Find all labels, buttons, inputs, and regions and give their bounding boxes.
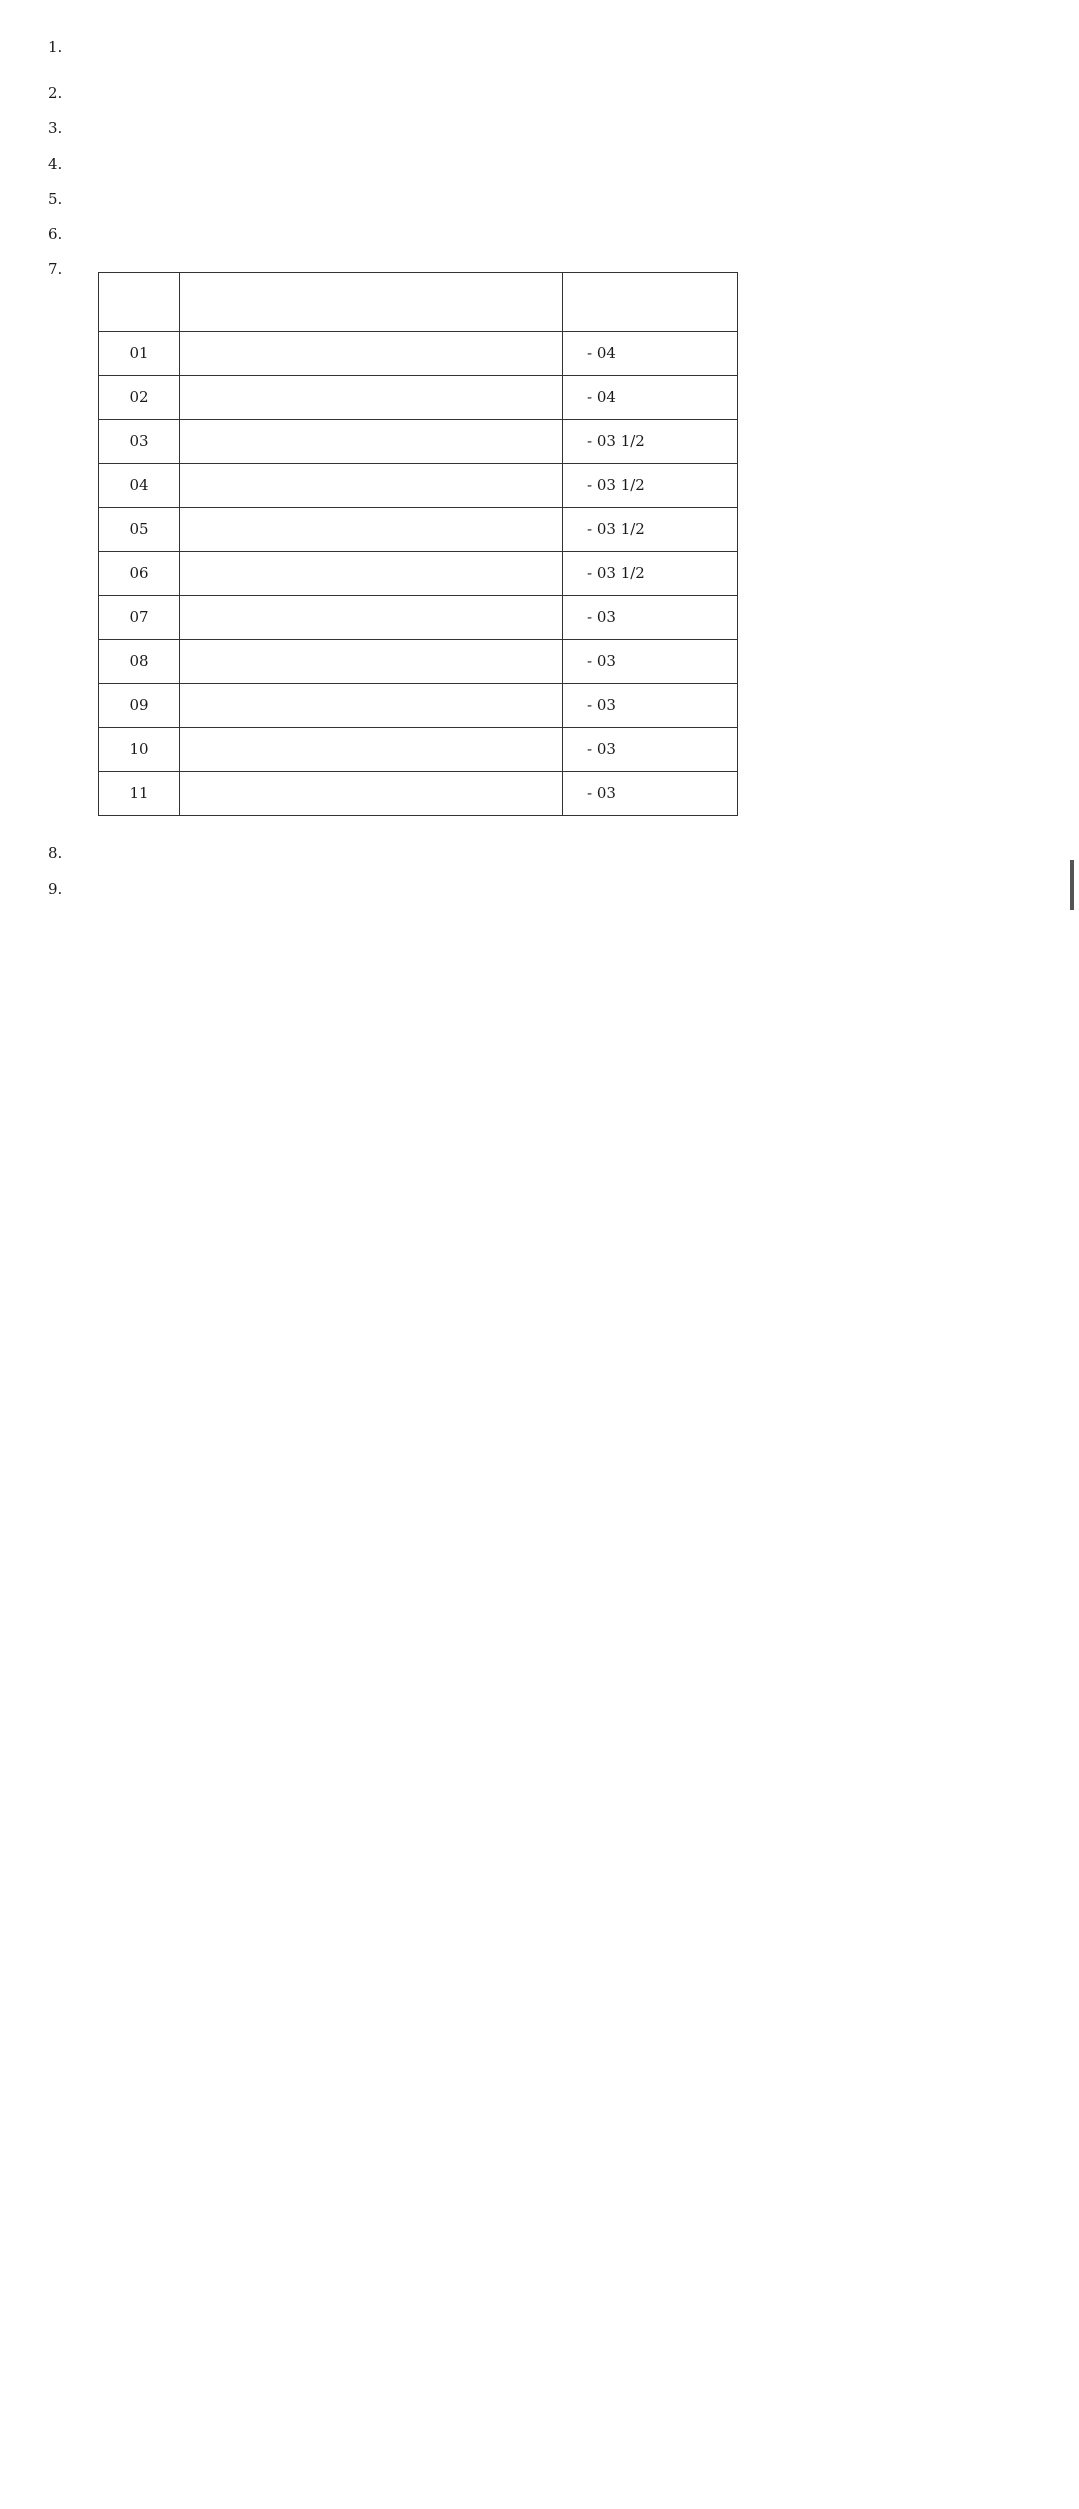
section-3: [48, 117, 1019, 140]
table-row: [99, 464, 738, 508]
course-name: [180, 376, 563, 420]
section-8: [48, 842, 1019, 865]
course-number: 02: [99, 376, 180, 420]
course-name: [180, 552, 563, 596]
course-name: [180, 684, 563, 728]
section-number: 7.: [48, 260, 63, 279]
table-row: [99, 640, 738, 684]
table-row: [99, 728, 738, 772]
course-number: 10: [99, 728, 180, 772]
section-number: 6.: [48, 225, 63, 243]
course-duration: - 04: [563, 332, 738, 376]
sub-mark: [88, 48, 126, 58]
table-row: [99, 420, 738, 464]
table-row: [99, 508, 738, 552]
course-duration: - 03: [563, 684, 738, 728]
section-number: 2.: [48, 84, 63, 102]
course-duration: - 04: [563, 376, 738, 420]
course-duration: - 03 1/2: [563, 464, 738, 508]
courses-table: [98, 272, 738, 816]
section-6: [48, 223, 1019, 246]
course-duration: - 03 1/2: [563, 420, 738, 464]
course-number: 04: [99, 464, 180, 508]
page-edge-marker: [1070, 860, 1074, 910]
course-number: 09: [99, 684, 180, 728]
course-duration: - 03: [563, 640, 738, 684]
col-number-header: [99, 273, 180, 332]
course-name: [180, 332, 563, 376]
section-4: [48, 153, 1019, 176]
course-duration: - 03 1/2: [563, 552, 738, 596]
course-number: 08: [99, 640, 180, 684]
course-number: 01: [99, 332, 180, 376]
table-row: [99, 332, 738, 376]
section-5: [48, 188, 1019, 211]
section-7: [48, 258, 1019, 830]
course-name: [180, 728, 563, 772]
col-course-header: [180, 273, 563, 332]
course-duration: - 03: [563, 772, 738, 816]
section-9: [48, 878, 1019, 901]
course-number: 05: [99, 508, 180, 552]
table-row: [99, 552, 738, 596]
course-name: [180, 420, 563, 464]
section-number: 5.: [48, 189, 63, 208]
course-name: [180, 508, 563, 552]
table-row: [99, 596, 738, 640]
table-row: [99, 376, 738, 420]
section-number: 4.: [48, 154, 63, 173]
course-number: 03: [99, 420, 180, 464]
table-row: [99, 684, 738, 728]
course-number: 07: [99, 596, 180, 640]
section-number: 8.: [48, 844, 63, 863]
table-row: [99, 772, 738, 816]
section-number: 9.: [48, 879, 63, 898]
course-number: 06: [99, 552, 180, 596]
course-name: [180, 640, 563, 684]
course-name: [180, 596, 563, 640]
course-duration: - 03 1/2: [563, 508, 738, 552]
course-duration: - 03: [563, 728, 738, 772]
section-2: [48, 82, 1019, 105]
course-duration: - 03: [563, 596, 738, 640]
course-name: [180, 464, 563, 508]
course-name: [180, 772, 563, 816]
col-duration-header: [563, 273, 738, 332]
section-number: 1.: [48, 38, 63, 56]
section-1: [48, 36, 1019, 70]
section-number: 3.: [48, 119, 63, 138]
course-number: 11: [99, 772, 180, 816]
